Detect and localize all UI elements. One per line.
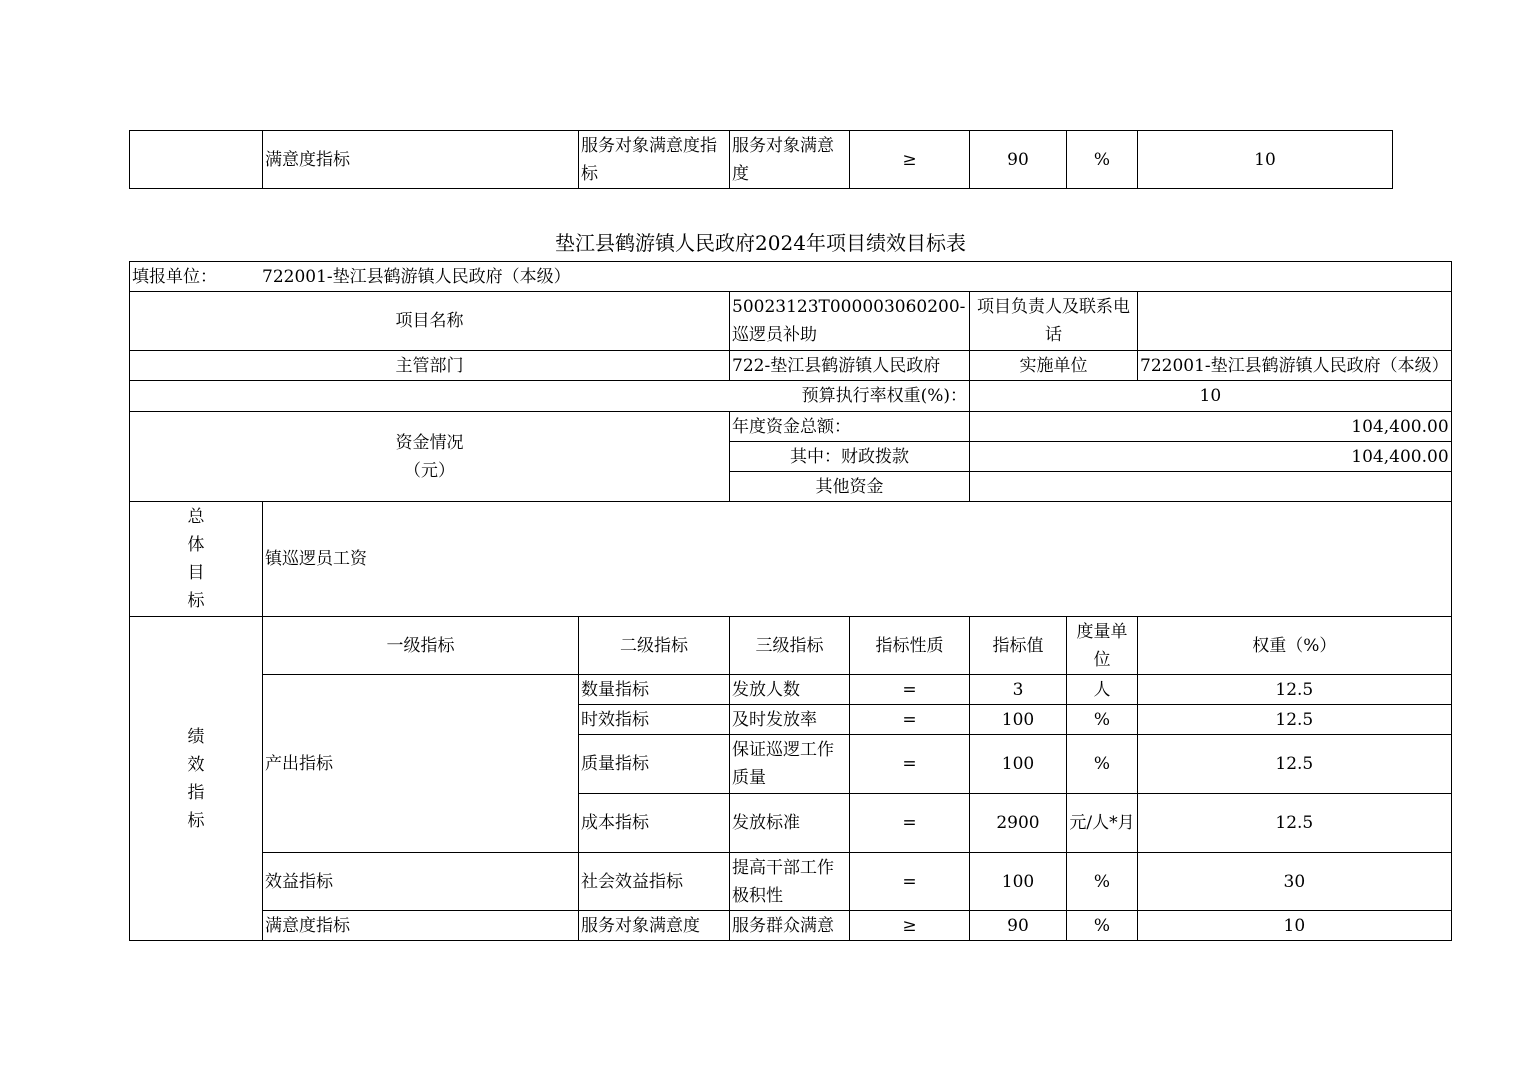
label-char: 效 — [187, 754, 205, 775]
nature-cell: = — [850, 794, 970, 853]
nature-cell: = — [850, 675, 970, 705]
weight-cell: 10 — [1138, 911, 1452, 941]
performance-goal-table — [129, 261, 1452, 941]
label-char: 标 — [187, 810, 205, 831]
fiscal-value: 104,400.00 — [970, 442, 1452, 472]
previous-table-tail — [129, 130, 1393, 189]
other-funds-label: 其他资金 — [730, 472, 970, 502]
level3-cell: 服务群众满意 — [730, 911, 850, 941]
value-cell: 3 — [970, 675, 1067, 705]
label-char: 目 — [187, 563, 205, 583]
unit-cell: % — [1067, 705, 1138, 735]
satisfaction-indicator-label: 满意度指标 — [263, 911, 579, 941]
empty-cell — [130, 131, 263, 189]
level3-cell: 提高干部工作极积性 — [730, 853, 850, 911]
table-row — [130, 853, 1452, 911]
nature-cell: = — [850, 705, 970, 735]
unit-cell: 人 — [1067, 675, 1138, 705]
annual-total-label: 年度资金总额： — [730, 412, 970, 442]
weight-cell: 12.5 — [1138, 794, 1452, 853]
indicators-label — [130, 617, 263, 941]
unit-cell: % — [1067, 735, 1138, 794]
col-header-level2: 二级指标 — [579, 617, 730, 675]
unit-cell: % — [1067, 911, 1138, 941]
level3-cell: 发放标准 — [730, 794, 850, 853]
table-row — [130, 262, 1452, 292]
project-name-value: 50023123T000003060200-巡逻员补助 — [730, 292, 970, 351]
table-row — [130, 617, 1452, 675]
level2-cell: 服务对象满意度 — [579, 911, 730, 941]
value-cell: 100 — [970, 735, 1067, 794]
level2-cell: 数量指标 — [579, 675, 730, 705]
unit-cell: 元/人*月 — [1067, 794, 1138, 853]
funds-label-line2: （元） — [404, 460, 455, 481]
label-char: 总 — [187, 507, 205, 527]
nature-cell: ≥ — [850, 131, 970, 189]
table-row — [130, 381, 1452, 412]
label-char: 标 — [187, 591, 205, 611]
table-row — [130, 675, 1452, 705]
nature-cell: = — [850, 735, 970, 794]
funds-label-line1: 资金情况 — [395, 432, 464, 453]
col-header-unit: 度量单位 — [1067, 617, 1138, 675]
level2-cell: 社会效益指标 — [579, 853, 730, 911]
annual-total-value: 104,400.00 — [970, 412, 1452, 442]
dept-value: 722-垫江县鹤游镇人民政府 — [730, 351, 970, 381]
level3-cell: 及时发放率 — [730, 705, 850, 735]
table-row — [130, 911, 1452, 941]
nature-cell: = — [850, 853, 970, 911]
contact-value — [1138, 292, 1452, 351]
col-header-nature: 指标性质 — [850, 617, 970, 675]
contact-label: 项目负责人及联系电话 — [970, 292, 1138, 351]
table-row — [130, 412, 1452, 442]
value-cell: 90 — [970, 911, 1067, 941]
level2-cell: 时效指标 — [579, 705, 730, 735]
value-cell: 90 — [970, 131, 1067, 189]
impl-unit-value: 722001-垫江县鹤游镇人民政府（本级） — [1138, 351, 1452, 381]
dept-label: 主管部门 — [130, 351, 730, 381]
col-header-level3: 三级指标 — [730, 617, 850, 675]
weight-cell: 12.5 — [1138, 735, 1452, 794]
level3-cell: 保证巡逻工作质量 — [730, 735, 850, 794]
page-title: 垫江县鹤游镇人民政府2024年项目绩效目标表 — [555, 231, 966, 255]
output-indicator-label: 产出指标 — [263, 675, 579, 853]
table-row — [130, 292, 1452, 351]
level3-cell: 发放人数 — [730, 675, 850, 705]
other-funds-value — [970, 472, 1452, 502]
budget-rate-value: 10 — [970, 381, 1452, 412]
weight-cell: 12.5 — [1138, 705, 1452, 735]
table-row — [130, 351, 1452, 381]
budget-rate-label: 预算执行率权重(%)： — [130, 381, 970, 412]
overall-goal-label — [130, 502, 263, 617]
unit-cell: % — [1067, 853, 1138, 911]
level1-cell: 满意度指标 — [263, 131, 579, 189]
reporting-unit-cell — [130, 262, 1452, 292]
unit-cell: % — [1067, 131, 1138, 189]
col-header-level1: 一级指标 — [263, 617, 579, 675]
fiscal-label: 其中：财政拨款 — [730, 442, 970, 472]
label-char: 指 — [187, 782, 205, 803]
nature-cell: ≥ — [850, 911, 970, 941]
col-header-weight: 权重（%） — [1138, 617, 1452, 675]
weight-cell: 10 — [1138, 131, 1393, 189]
overall-goal-text: 镇巡逻员工资 — [263, 502, 1452, 617]
level2-cell: 成本指标 — [579, 794, 730, 853]
project-name-label: 项目名称 — [130, 292, 730, 351]
value-cell: 100 — [970, 705, 1067, 735]
level2-cell: 质量指标 — [579, 735, 730, 794]
table-row — [130, 131, 1393, 189]
col-header-value: 指标值 — [970, 617, 1067, 675]
table-row — [130, 502, 1452, 617]
label-char: 体 — [187, 535, 205, 555]
reporting-unit-value: 722001-垫江县鹤游镇人民政府（本级） — [262, 266, 571, 287]
label-char: 绩 — [187, 726, 205, 747]
reporting-unit-label: 填报单位： — [132, 266, 217, 287]
weight-cell: 30 — [1138, 853, 1452, 911]
funds-label — [130, 412, 730, 502]
value-cell: 2900 — [970, 794, 1067, 853]
value-cell: 100 — [970, 853, 1067, 911]
level3-cell: 服务对象满意度 — [730, 131, 850, 189]
benefit-indicator-label: 效益指标 — [263, 853, 579, 911]
level2-cell: 服务对象满意度指标 — [579, 131, 730, 189]
impl-unit-label: 实施单位 — [970, 351, 1138, 381]
weight-cell: 12.5 — [1138, 675, 1452, 705]
